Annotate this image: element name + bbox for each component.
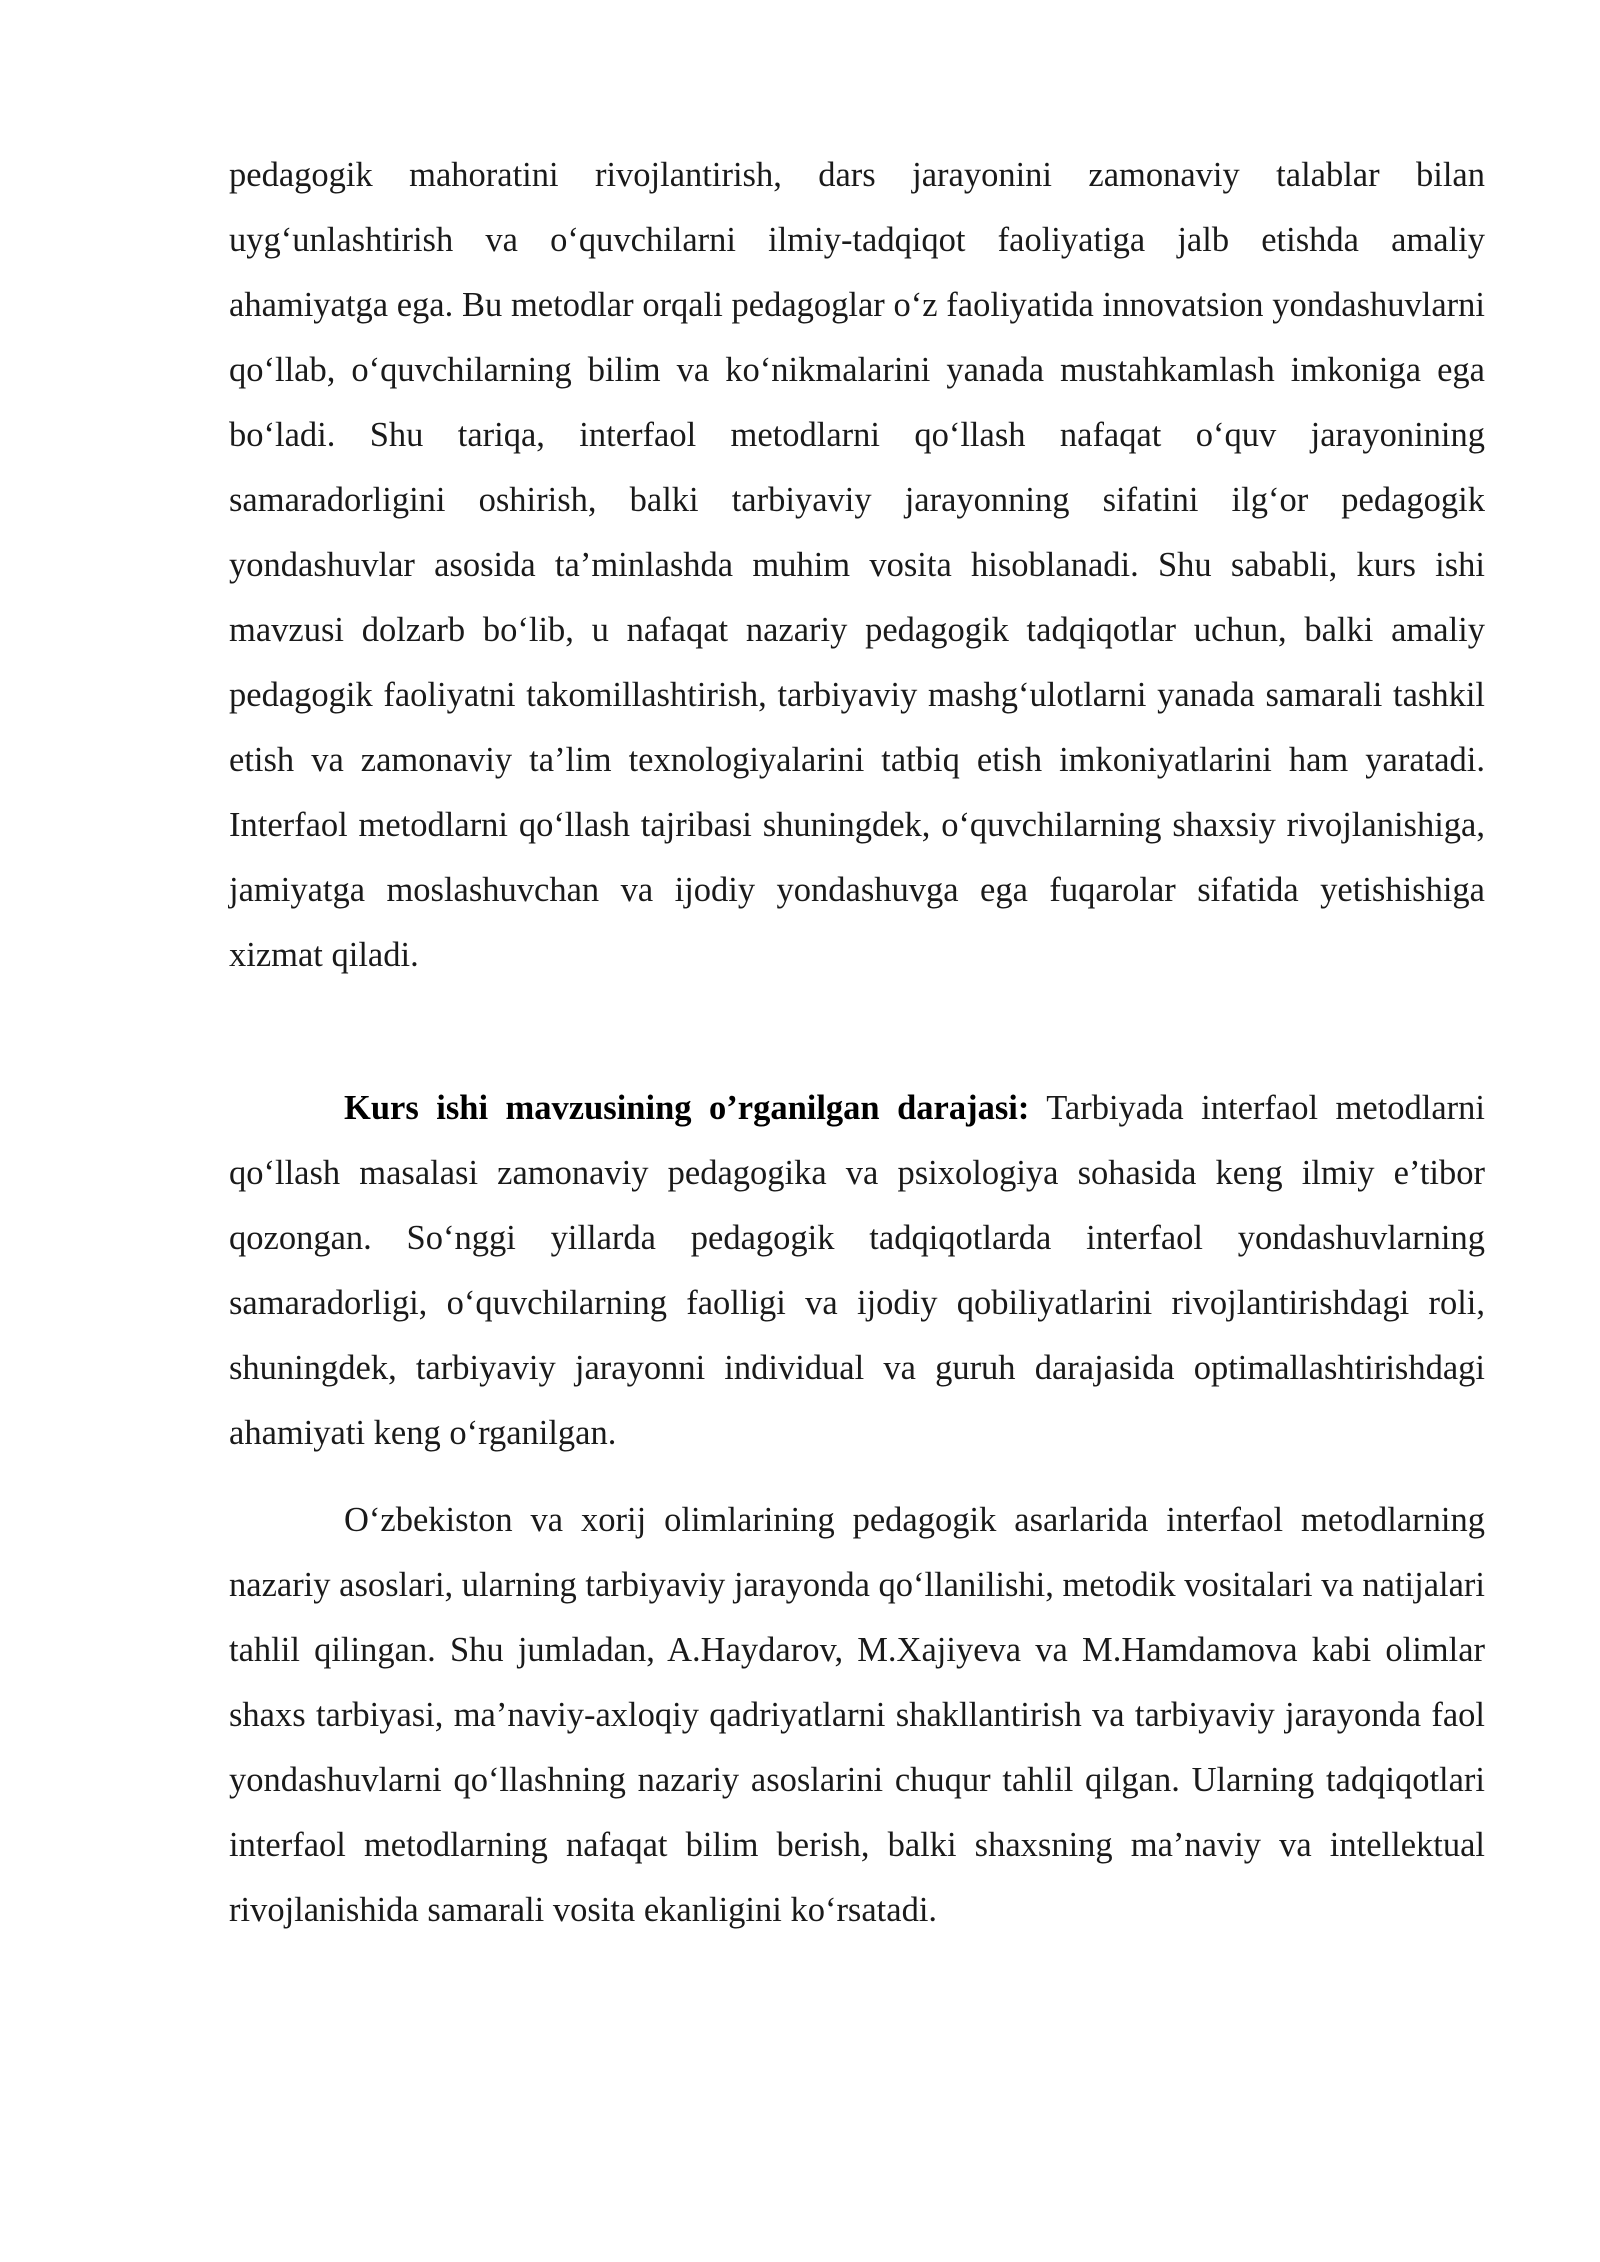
paragraph-continuation bbox=[229, 143, 1485, 988]
section-heading: Kurs ishi mavzusining o’rganilgan darajasi: bbox=[344, 1089, 1030, 1127]
paragraph-text: Tarbiyada interfaol metodlarni qo‘llash masalasi zamonaviy pedagogika va psixologiya sohasida keng ilmiy e’tibor qozongan. So‘nggi yillarda pedagogik tadqiqotlarda interfaol yondashuvlarning samaradorligi, o‘quvchilarning faolligi va ijodiy qobiliyatlarini rivojlantirishdagi roli, shuningdek, tarbiyaviy jarayonni individual va guruh darajasida optimallashtirishdagi ahamiyati keng o‘rganilgan. bbox=[229, 1089, 1485, 1452]
paragraph-text: pedagogik mahoratini rivojlantirish, dars jarayonini zamonaviy talablar bilan uyg‘unlashtirish va o‘quvchilarni ilmiy-tadqiqot faoliyatiga jalb etishda amaliy ahamiyatga ega. Bu metodlar orqali pedagoglar o‘z faoliyatida innovatsion yondashuvlarni qo‘llab, o‘quvchilarning bilim va ko‘nikmalarini yanada mustahkamlash imkoniga ega bo‘ladi. Shu tariqa, interfaol metodlarni qo‘llash nafaqat o‘quv jarayonining samaradorligini oshirish, balki tarbiyaviy jarayonning sifatini ilg‘or pedagogik yondashuvlar asosida ta’minlashda muhim vosita hisoblanadi. Shu sababli, kurs ishi mavzusi dolzarb bo‘lib, u nafaqat nazariy pedagogik tadqiqotlar uchun, balki amaliy pedagogik faoliyatni takomillashtirish, tarbiyaviy mashg‘ulotlarni yanada samarali tashkil etish va zamonaviy ta’lim texnologiyalarini tatbiq etish imkoniyatlarini ham yaratadi. Interfaol metodlarni qo‘llash tajribasi shuningdek, o‘quvchilarning shaxsiy rivojlanishiga, jamiyatga moslashuvchan va ijodiy yondashuvga ega fuqarolar sifatida yetishishiga xizmat qiladi. bbox=[229, 156, 1485, 974]
paragraph-scholars bbox=[229, 1488, 1485, 1943]
paragraph-text: O‘zbekiston va xorij olimlarining pedagogik asarlarida interfaol metodlarning nazariy asoslari, ularning tarbiyaviy jarayonda qo‘llanilishi, metodik vositalari va natijalari tahlil qilingan. Shu jumladan, A.Haydarov, M.Xajiyeva va M.Hamdamova kabi olimlar shaxs tarbiyasi, ma’naviy-axloqiy qadriyatlarni shakllantirish va tarbiyaviy jarayonda faol yondashuvlarni qo‘llashning nazariy asoslarini chuqur tahlil qilgan. Ularning tadqiqotlari interfaol metodlarning nafaqat bilim berish, balki shaxsning ma’naviy va intellektual rivojlanishida samarali vosita ekanligini ko‘rsatadi. bbox=[229, 1501, 1485, 1929]
paragraph-research-level bbox=[229, 1076, 1485, 1466]
paragraph-body bbox=[229, 1076, 1485, 1466]
